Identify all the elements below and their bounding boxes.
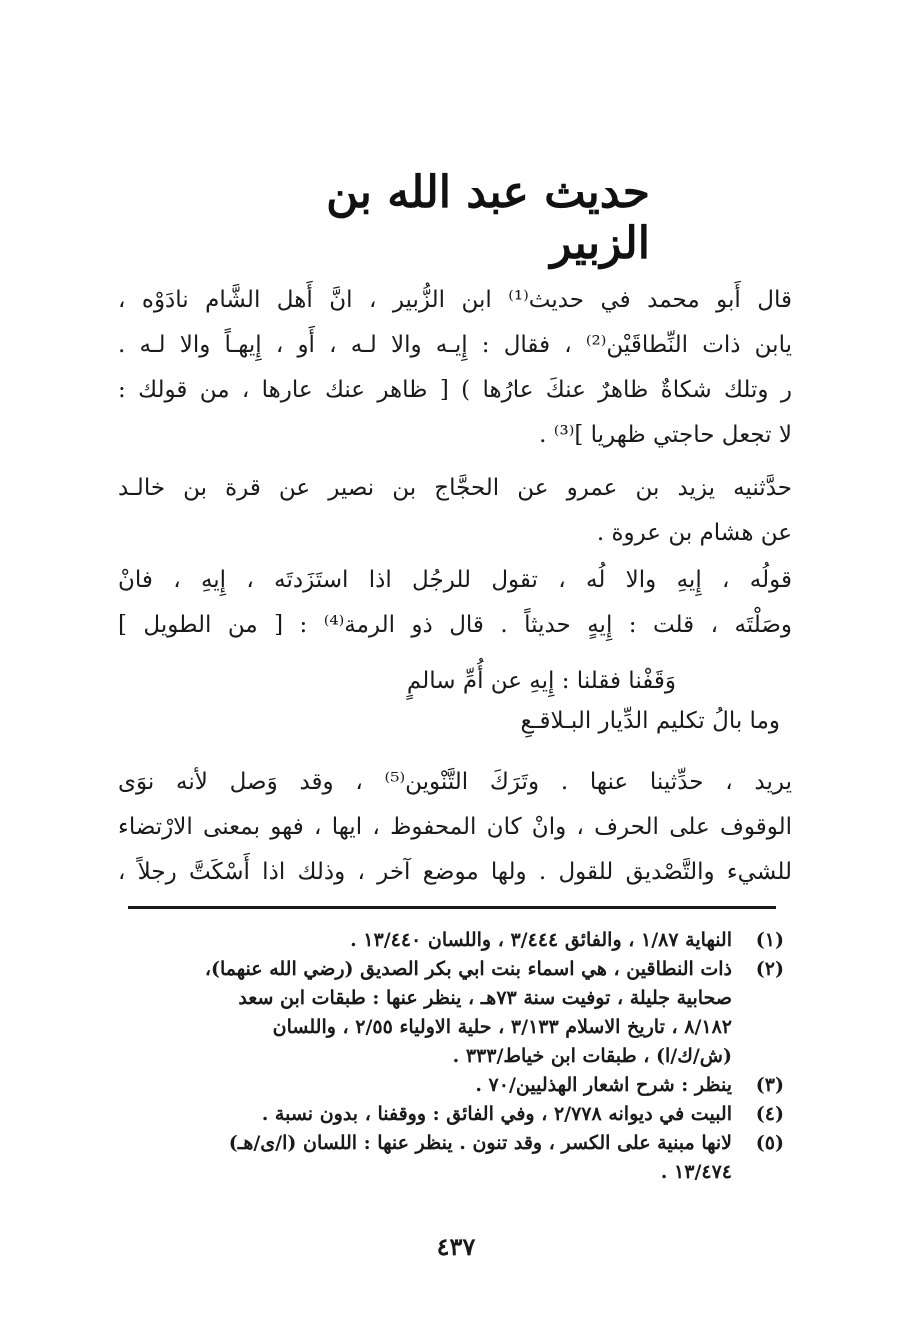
footnote-text: لانها مبنية على الكسر ، وقد تنون . ينظر عنها : اللسان (ا/ى/هـ) bbox=[228, 1132, 732, 1154]
text-line: ﺭ وتلك شكاةٌ ظاهرٌ عنكَ عارُها ) [ ظاهر عنك عارها ، من قولك : bbox=[118, 377, 792, 403]
text-line: يريد ، حدِّثينا عنها . وتَرَكَ التَّنْوين⁽⁵⁾ ، وقد وَصل لأنه نوَى bbox=[118, 769, 792, 795]
text-line: للشيء والتَّصْديق للقول . ولها موضع آخر ، وذلك اذا أَسْكَتَّ رجلاً ، bbox=[118, 859, 792, 885]
text-line: قولُه ، إِيهِ والا لُه ، تقول للرجُل اذا استَزَدتَه ، إِيهِ ، فانْ bbox=[118, 567, 792, 593]
text-line: لا تجعل حاجتي ظهريا ]⁽³⁾ . bbox=[539, 422, 792, 448]
paragraph-2 bbox=[118, 466, 792, 556]
footnote bbox=[118, 1071, 784, 1100]
verse-hemistich-2: وما بالُ تكليم الدِّيار البـلاقـعِ bbox=[520, 708, 780, 734]
footnote-text: ذات النطاقين ، هي اسماء بنت ابي بكر الصديق (رضي الله عنهما)، bbox=[204, 958, 732, 980]
page-number: ٤٣٧ bbox=[436, 1232, 476, 1261]
footnote-text: النهاية ١/٨٧ ، والفائق ٣/٤٤٤ ، واللسان ١٣/٤٤٠ . bbox=[350, 929, 732, 951]
paragraph-1 bbox=[118, 278, 792, 458]
text-line: يابن ذات النِّطاقَيْن⁽²⁾ ، فقال : إِيـه والا لـه ، أَو ، إِيهـاً والا لـه . bbox=[118, 332, 792, 358]
footnote-number: (٤) bbox=[755, 1103, 784, 1125]
footnote-number: (٣) bbox=[755, 1074, 784, 1096]
footnote-number: (١) bbox=[755, 929, 784, 951]
footnote-number: (٢) bbox=[755, 958, 784, 980]
footnote bbox=[118, 1129, 784, 1187]
footnote-text: صحابية جليلة ، توفيت سنة ٧٣هـ ، ينظر عنها : طبقات ابن سعد bbox=[238, 987, 732, 1009]
footnote-number: (٥) bbox=[755, 1132, 784, 1154]
footnote-text: ينظر : شرح اشعار الهذليين/٧٠ . bbox=[475, 1074, 732, 1096]
text-line: قال أَبو محمد في حديث⁽¹⁾ ابن الزُّبير ، انَّ أَهل الشَّام نادَوْه ، bbox=[118, 287, 792, 313]
text-line: عن هشام بن عروة . bbox=[596, 520, 792, 546]
chapter-heading bbox=[250, 167, 650, 269]
paragraph-3 bbox=[118, 558, 792, 648]
text-line: حدَّثنيه يزيد بن عمرو عن الحجَّاج بن نصير عن قرة بن خالـد bbox=[118, 475, 792, 501]
footnote-text: (ش/ك/ا) ، طبقات ابن خياط/٣٣٣ . bbox=[452, 1045, 732, 1067]
footnote-divider bbox=[128, 906, 776, 909]
paragraph-4 bbox=[118, 760, 792, 895]
chapter-heading-text: حديث عبد الله بن الزبير bbox=[326, 167, 650, 269]
footnote bbox=[118, 1100, 784, 1129]
footnote-text: ٨/١٨٢ ، تاريخ الاسلام ٣/١٣٣ ، حلية الاولياء ٢/٥٥ ، واللسان bbox=[272, 1016, 732, 1038]
footnote-text: البيت في ديوانه ٢/٧٧٨ ، وفي الفائق : ووقفنا ، بدون نسبة . bbox=[261, 1103, 732, 1125]
footnote-text: ١٣/٤٧٤ . bbox=[660, 1161, 732, 1183]
footnote bbox=[118, 955, 784, 1071]
verse-hemistich-1: وَقَفْنا فقلنا : إِيهِ عن أُمِّ سالمٍ bbox=[406, 668, 676, 694]
footnote bbox=[118, 926, 784, 955]
footnotes bbox=[118, 926, 784, 1187]
text-line: وصَلْتَه ، قلت : إِيهٍ حديثاً . قال ذو الرمة⁽⁴⁾ : [ من الطويل ] bbox=[118, 612, 792, 638]
text-line: الوقوف على الحرف ، وانْ كان المحفوظ ، ايها ، فهو بمعنى الارْتضاء bbox=[118, 814, 792, 840]
